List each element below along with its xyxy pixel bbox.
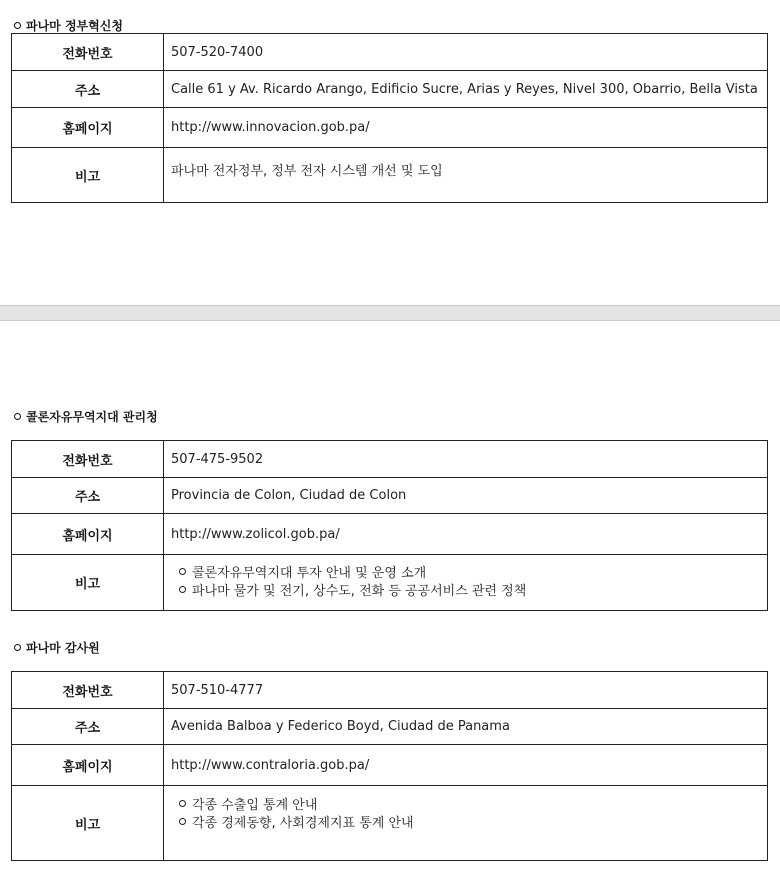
table-row (12, 514, 768, 555)
table-row (12, 709, 768, 745)
address-label: 주소 (12, 478, 164, 514)
remarks-label: 비고 (12, 786, 164, 861)
circle-bullet-icon (179, 800, 186, 807)
page-break (0, 305, 780, 321)
remarks-value (164, 786, 768, 861)
homepage-link[interactable]: http://www.innovacion.gob.pa/ (164, 108, 768, 148)
phone-value: 507-520-7400 (164, 34, 768, 71)
table-row (12, 71, 768, 108)
remarks-value (164, 148, 768, 203)
table-row (12, 148, 768, 203)
circle-bullet-icon (14, 22, 21, 29)
homepage-label: 홈페이지 (12, 108, 164, 148)
remarks-line: 파나마 전자정부, 정부 전자 시스템 개선 및 도입 (171, 164, 443, 179)
table-row (12, 108, 768, 148)
remarks-label: 비고 (12, 555, 164, 611)
list-item: 각종 경제동향, 사회경제지표 통계 안내 (171, 815, 767, 833)
address-label: 주소 (12, 709, 164, 745)
homepage-link[interactable]: http://www.contraloria.gob.pa/ (164, 745, 768, 786)
info-table (11, 440, 768, 611)
circle-bullet-icon (14, 644, 21, 651)
circle-bullet-icon (179, 818, 186, 825)
info-table (11, 33, 768, 203)
list-item: 파나마 물가 및 전기, 상수도, 전화 등 공공서비스 관련 정책 (171, 583, 767, 601)
table-row (12, 555, 768, 611)
list-item: 콜론자유무역지대 투자 안내 및 운영 소개 (171, 565, 767, 583)
phone-label: 전화번호 (12, 34, 164, 71)
circle-bullet-icon (14, 413, 21, 420)
address-label: 주소 (12, 71, 164, 108)
page-top (0, 0, 780, 305)
page-bottom (0, 321, 780, 877)
table-row (12, 786, 768, 861)
table-row (12, 672, 768, 709)
section-title: 콜론자유무역지대 관리청 (14, 410, 158, 424)
section-title: 파나마 감사원 (14, 641, 100, 655)
phone-value: 507-475-9502 (164, 441, 768, 478)
list-item: 각종 수출입 통계 안내 (171, 797, 767, 815)
address-value: Provincia de Colon, Ciudad de Colon (164, 478, 768, 514)
table-row (12, 441, 768, 478)
homepage-label: 홈페이지 (12, 745, 164, 786)
address-value: Calle 61 y Av. Ricardo Arango, Edificio Sucre, Arias y Reyes, Nivel 300, Obarrio, Bella Vista (164, 71, 768, 108)
remarks-label: 비고 (12, 148, 164, 203)
table-row (12, 745, 768, 786)
circle-bullet-icon (179, 568, 186, 575)
phone-label: 전화번호 (12, 441, 164, 478)
homepage-link[interactable]: http://www.zolicol.gob.pa/ (164, 514, 768, 555)
phone-value: 507-510-4777 (164, 672, 768, 709)
homepage-label: 홈페이지 (12, 514, 164, 555)
table-row (12, 34, 768, 71)
phone-label: 전화번호 (12, 672, 164, 709)
address-value: Avenida Balboa y Federico Boyd, Ciudad de Panama (164, 709, 768, 745)
circle-bullet-icon (179, 586, 186, 593)
info-table (11, 671, 768, 861)
table-row (12, 478, 768, 514)
section-title: 파나마 정부혁신청 (14, 19, 123, 33)
remarks-value (164, 555, 768, 611)
